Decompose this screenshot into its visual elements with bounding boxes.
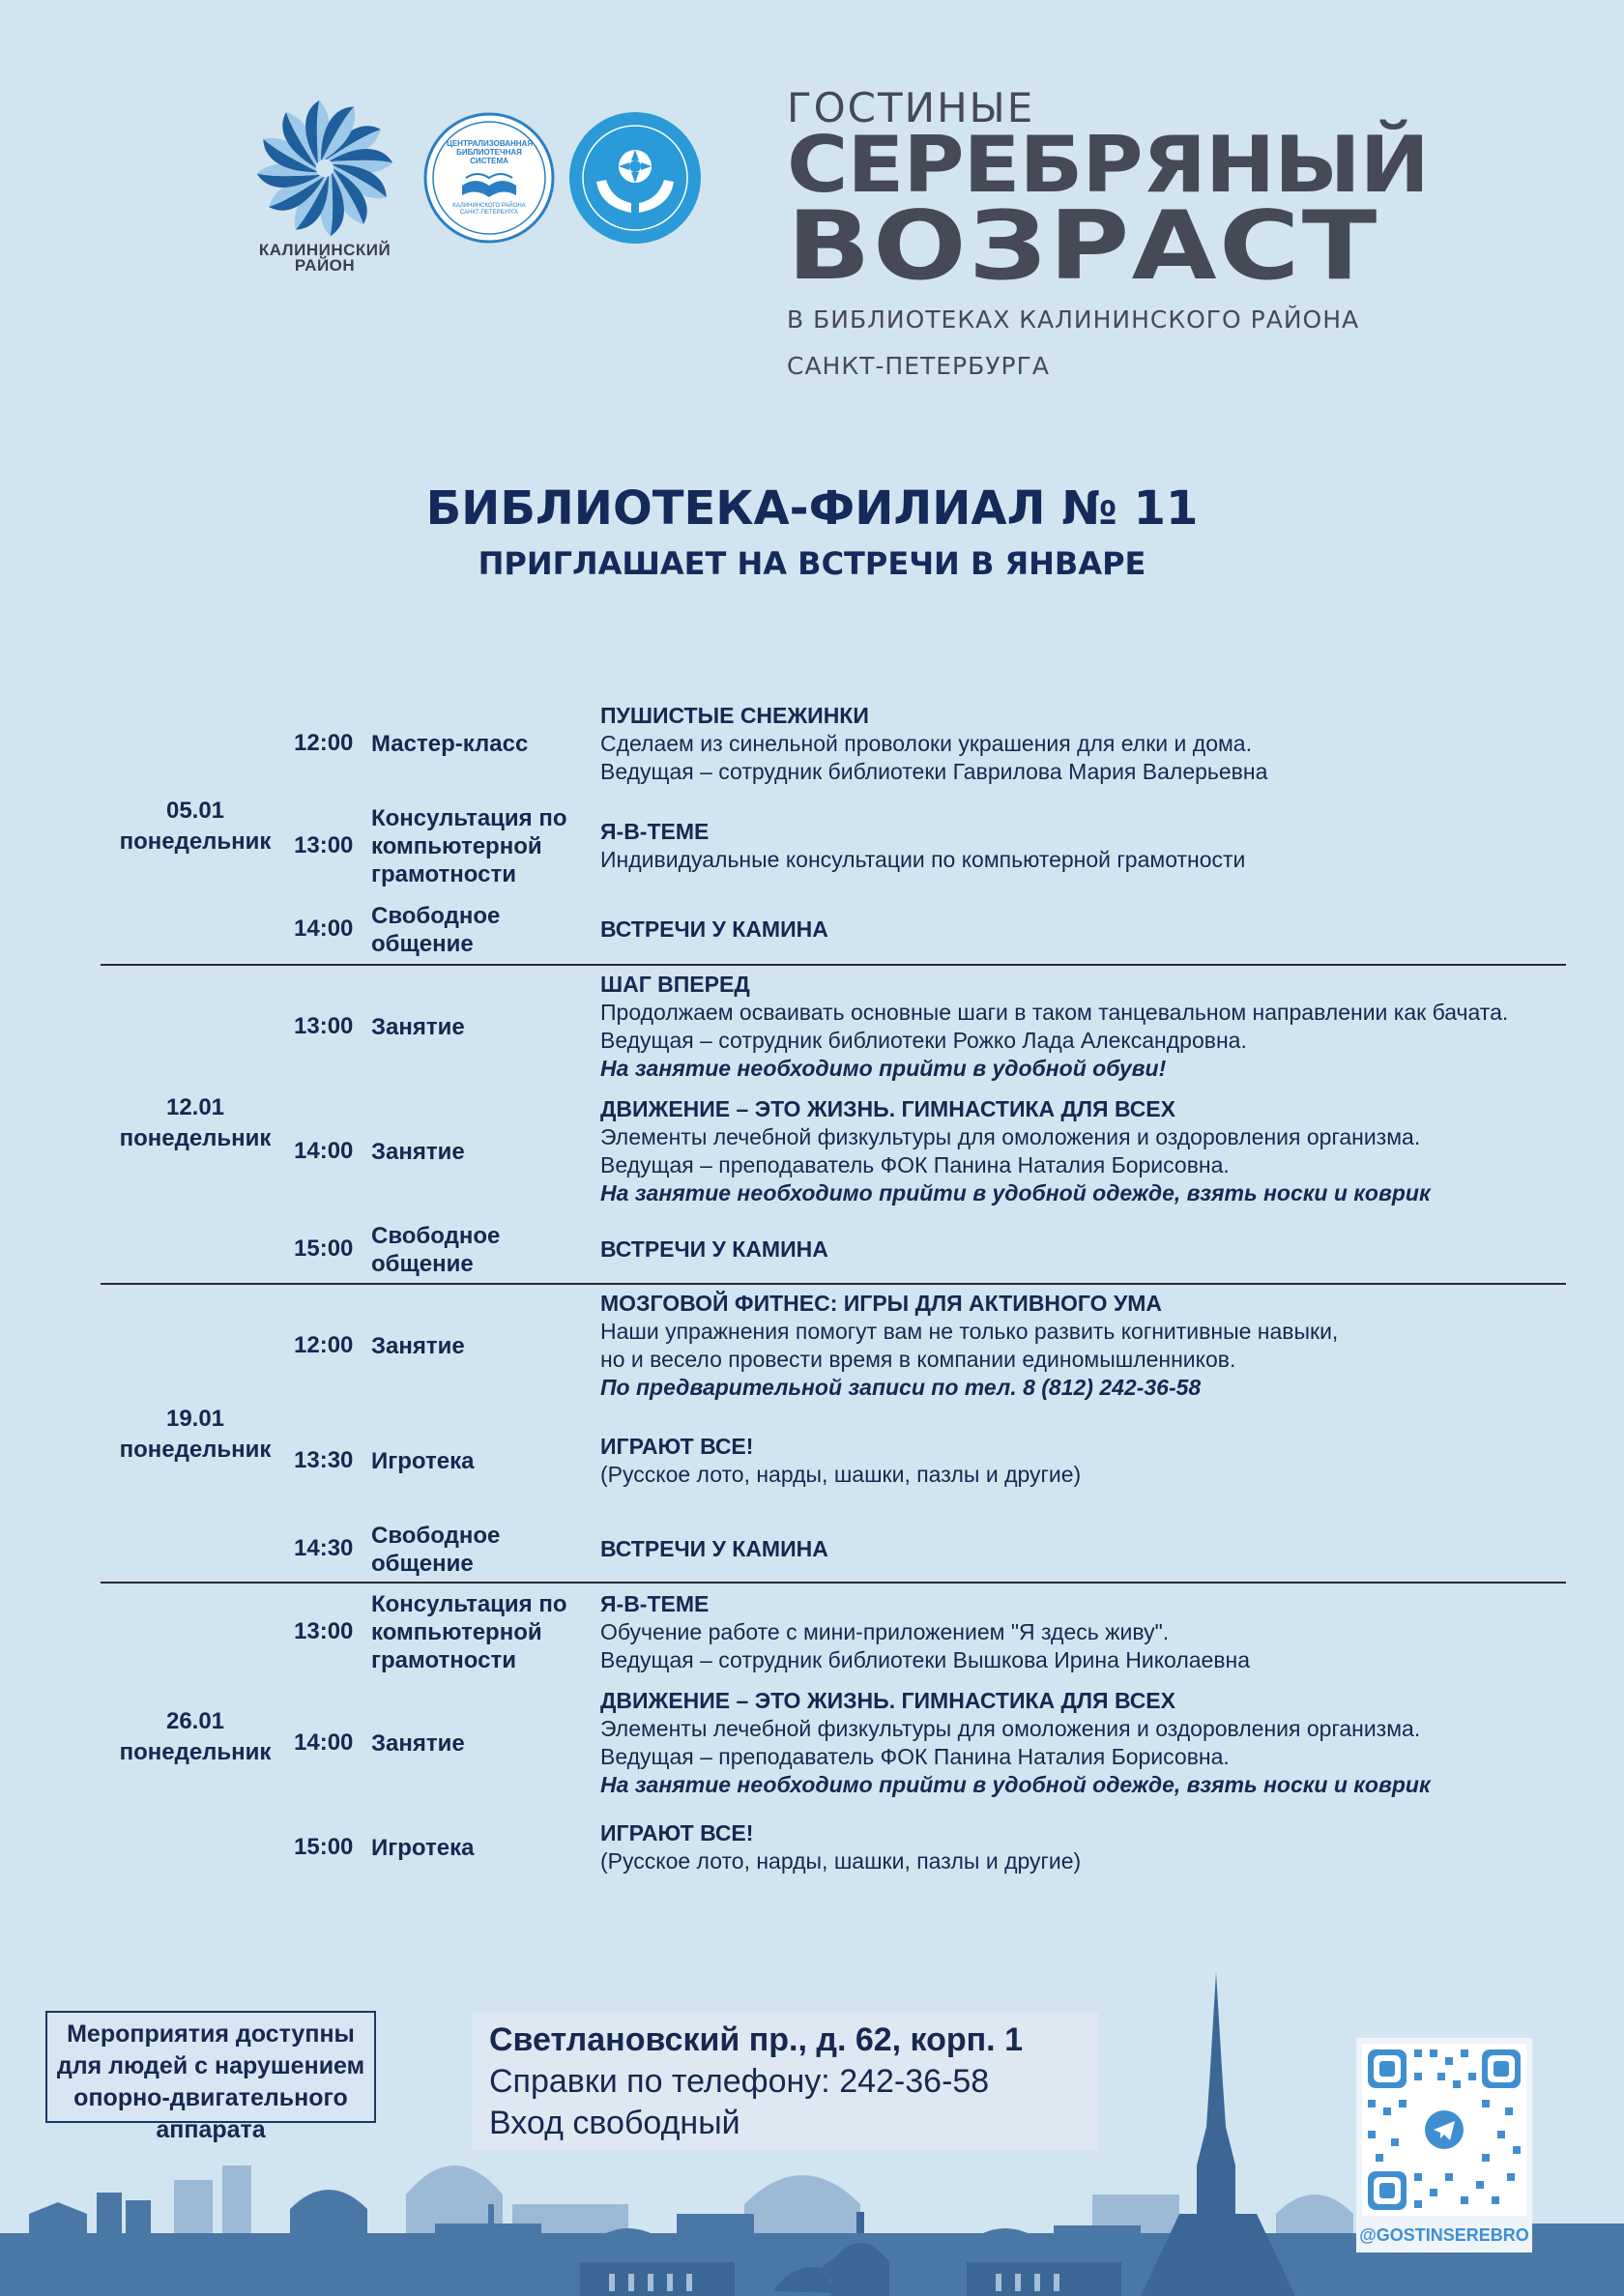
event-desc-line: (Русское лото, нарды, шашки, пазлы и другие) — [600, 1848, 1082, 1874]
event-description — [600, 1687, 1586, 1799]
event-type: Свободное общение — [371, 1223, 501, 1277]
day-separator — [101, 1582, 1566, 1584]
event-time: 14:30 — [294, 1535, 354, 1561]
event-heading: ИГРАЮТ ВСЕ! — [600, 1434, 754, 1459]
day-date-value: 19.01 — [165, 1406, 225, 1432]
event-desc-line: Индивидуальные консультации по компьютерной грамотности — [600, 847, 1246, 872]
event-type: Занятие — [371, 1139, 465, 1165]
event-note: На занятие необходимо прийти в удобной одежде, взять носки и коврик — [600, 1180, 1431, 1206]
library-system-logo — [421, 110, 557, 250]
swirl-emblem-icon — [253, 97, 396, 240]
event-note: На занятие необходимо прийти в удобной одежде, взять носки и коврик — [600, 1772, 1431, 1797]
event-description — [600, 818, 1586, 874]
event-type: Мастер-класс — [371, 731, 529, 757]
event-note: По предварительной записи по тел. 8 (812) 242-36-58 — [600, 1375, 1202, 1400]
event-heading: ДВИЖЕНИЕ – ЭТО ЖИЗНЬ. ГИМНАСТИКА ДЛЯ ВСЕХ — [600, 1096, 1175, 1121]
event-desc-line: Наши упражнения помогут вам не только развить когнитивные навыки, — [600, 1319, 1339, 1344]
event-time: 14:00 — [294, 1138, 354, 1164]
event-heading: ШАГ ВПЕРЕД — [600, 972, 750, 997]
event-heading: Я-В-ТЕМЕ — [600, 1591, 710, 1616]
day-date-value: 12.01 — [165, 1094, 225, 1120]
day-weekday: понедельник — [119, 1739, 272, 1765]
day-date-value: 26.01 — [165, 1708, 225, 1734]
event-desc-line: Ведущая – преподаватель ФОК Панина Наталия Борисовна. — [600, 1152, 1230, 1177]
accessibility-notice: Мероприятия доступны для людей с нарушением опорно-двигательного аппарата — [45, 2011, 376, 2123]
event-description — [600, 1819, 1586, 1875]
event-heading: ВСТРЕЧИ У КАМИНА — [600, 1236, 828, 1262]
event-heading: ПУШИСТЫЕ СНЕЖИНКИ — [600, 703, 869, 728]
event-time: 14:00 — [294, 915, 354, 942]
page-subtitle: ПРИГЛАШАЕТ НА ВСТРЕЧИ В ЯНВАРЕ — [478, 545, 1146, 582]
event-time: 15:00 — [294, 1834, 354, 1860]
event-description — [600, 971, 1586, 1083]
event-desc-line: Продолжаем осваивать основные шаги в таком танцевальном направлении как бачата. — [600, 1000, 1509, 1025]
phone-info: Справки по телефону: 242-36-58 — [489, 2063, 990, 2100]
event-desc-line: (Русское лото, нарды, шашки, пазлы и другие) — [600, 1462, 1082, 1487]
event-type: Игротека — [371, 1835, 475, 1861]
event-desc-line: Ведущая – сотрудник библиотеки Вышкова Ирина Николаевна — [600, 1647, 1251, 1672]
event-description — [600, 1590, 1586, 1674]
event-description — [600, 1235, 1586, 1264]
event-time: 13:00 — [294, 832, 354, 858]
event-desc-line: Ведущая – преподаватель ФОК Панина Наталия Борисовна. — [600, 1744, 1230, 1769]
event-type: Консультация по компьютерной грамотности — [371, 1591, 567, 1673]
social-care-logo — [567, 110, 703, 250]
event-desc-line: Обучение работе с мини-приложением "Я здесь живу". — [600, 1619, 1170, 1644]
event-description — [600, 702, 1586, 786]
day-separator — [101, 1283, 1566, 1285]
event-desc-line: Сделаем из синельной проволоки украшения для елки и дома. — [600, 731, 1252, 756]
library-seal-icon — [421, 110, 557, 246]
event-desc-line: Элементы лечебной физкультуры для омоложения и оздоровления организма. — [600, 1124, 1421, 1149]
event-time: 15:00 — [294, 1235, 354, 1262]
day-date-value: 05.01 — [165, 798, 225, 824]
qr-handle: @GOSTINSEREBRO — [1359, 2225, 1529, 2245]
contact-info — [472, 2013, 1098, 2150]
event-time: 12:00 — [294, 1332, 354, 1358]
event-heading: ИГРАЮТ ВСЕ! — [600, 1820, 754, 1846]
event-heading: Я-В-ТЕМЕ — [600, 819, 710, 844]
district-logo-caption-1: КАЛИНИНСКИЙ — [258, 241, 392, 259]
event-type: Игротека — [371, 1448, 475, 1474]
page-title: БИБЛИОТЕКА-ФИЛИАЛ № 11 — [425, 481, 1199, 536]
day-date — [101, 1404, 290, 1466]
day-date — [101, 1092, 290, 1154]
day-date — [101, 1706, 290, 1768]
qr-code-icon — [1356, 2038, 1532, 2222]
entry-info: Вход свободный — [489, 2105, 740, 2141]
event-type: Занятие — [371, 1014, 465, 1040]
event-desc-line: но и весело провести время в компании единомышленников. — [600, 1347, 1236, 1372]
silver-age-brand — [787, 84, 1429, 381]
day-date — [101, 796, 290, 857]
brand-line-4: В БИБЛИОТЕКАХ КАЛИНИНСКОГО РАЙОНА — [787, 305, 1360, 334]
event-time: 12:00 — [294, 730, 354, 756]
event-description — [600, 1095, 1586, 1207]
event-description — [600, 1433, 1586, 1489]
kalininsky-district-logo — [253, 97, 396, 276]
event-type: Свободное общение — [371, 903, 501, 957]
day-weekday: понедельник — [119, 1125, 272, 1151]
event-time: 14:00 — [294, 1729, 354, 1756]
event-type: Занятие — [371, 1730, 465, 1757]
event-type: Свободное общение — [371, 1523, 501, 1577]
event-heading: ДВИЖЕНИЕ – ЭТО ЖИЗНЬ. ГИМНАСТИКА ДЛЯ ВСЕХ — [600, 1688, 1175, 1713]
event-desc-line: Ведущая – сотрудник библиотеки Гаврилова Мария Валерьевна — [600, 759, 1268, 784]
event-description — [600, 915, 1586, 944]
event-description — [600, 1290, 1586, 1402]
address: Светлановский пр., д. 62, корп. 1 — [489, 2021, 1023, 2058]
brand-line-5: САНКТ-ПЕТЕРБУРГА — [787, 352, 1050, 380]
telegram-qr-code[interactable] — [1356, 2038, 1532, 2252]
event-type: Занятие — [371, 1333, 465, 1359]
library-seal-text: ЦЕНТРАЛИЗОВАННАЯ БИБЛИОТЕЧНАЯ СИСТЕМА — [447, 139, 534, 165]
event-desc-line: Элементы лечебной физкультуры для омоложения и оздоровления организма. — [600, 1716, 1421, 1741]
event-desc-line: Ведущая – сотрудник библиотеки Рожко Лада Александровна. — [600, 1028, 1247, 1053]
event-description — [600, 1535, 1586, 1563]
day-weekday: понедельник — [119, 1437, 272, 1463]
event-type: Консультация по компьютерной грамотности — [371, 805, 567, 887]
brand-line-3: ВОЗРАСТ — [787, 191, 1379, 302]
library-seal-subtext: КАЛИНИНСКОГО РАЙОНА САНКТ-ПЕТЕРБУРГА — [452, 203, 526, 216]
event-heading: ВСТРЕЧИ У КАМИНА — [600, 916, 828, 942]
event-note: На занятие необходимо прийти в удобной обуви! — [600, 1056, 1167, 1081]
event-time: 13:00 — [294, 1618, 354, 1644]
district-logo-caption-2: РАЙОН — [294, 256, 356, 275]
day-separator — [101, 964, 1566, 966]
care-hands-icon — [567, 110, 703, 246]
event-time: 13:00 — [294, 1013, 354, 1039]
day-weekday: понедельник — [119, 828, 272, 855]
event-time: 13:30 — [294, 1447, 354, 1473]
brand-line-2: СЕРЕБРЯНЫЙ — [787, 120, 1429, 210]
brand-line-1: ГОСТИНЫЕ — [787, 84, 1035, 131]
event-heading: МОЗГОВОЙ ФИТНЕС: ИГРЫ ДЛЯ АКТИВНОГО УМА — [600, 1291, 1163, 1316]
event-heading: ВСТРЕЧИ У КАМИНА — [600, 1536, 828, 1561]
